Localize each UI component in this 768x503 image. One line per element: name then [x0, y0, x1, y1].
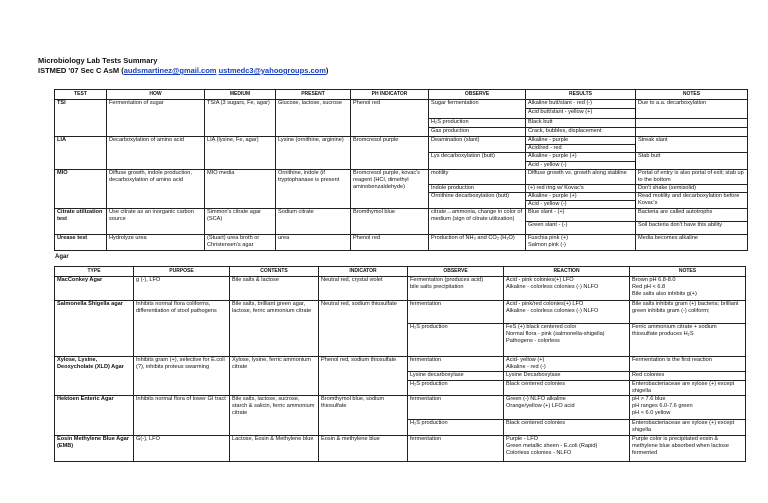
observe-cell: Production of NH₃ and CO₂ (H₂O): [429, 235, 526, 251]
lab-tests-table: [54, 89, 748, 251]
observe-cell: Lys decarboxylation (butt): [429, 153, 526, 170]
observe-cell: fermentation: [408, 396, 504, 420]
agar-type: MacConkey Agar: [55, 277, 134, 301]
notes-cell: Portal of entry is also portal of exit; stab up to the bottom: [636, 170, 748, 185]
observe-cell: fermentation: [408, 357, 504, 372]
result-cell: Black butt: [526, 118, 636, 127]
observe-cell: Lysine decarboxylase: [408, 372, 504, 380]
notes-cell: Media becomes alkaline: [636, 235, 748, 251]
result-cell: Acid - yellow (-): [526, 201, 636, 209]
agar-type: Salmonella Shigella agar: [55, 301, 134, 357]
observe-cell: Deamination (slant): [429, 137, 526, 153]
notes-cell: Streak slant: [636, 137, 748, 153]
notes-cell: [636, 118, 748, 127]
notes-cell: [636, 127, 748, 136]
observe-cell: H₂S production: [408, 323, 504, 356]
test-ph-indicator: Bromthymol blue: [351, 209, 429, 235]
test-present: Glucose, lactose, sucrose: [276, 100, 351, 137]
observe-cell: motility: [429, 170, 526, 185]
reaction-cell: Acid- yellow (+) Alkaline - red (-): [504, 357, 630, 372]
result-cell: Acid/red - red: [526, 145, 636, 153]
table-row: [55, 209, 748, 222]
test-how: Decarboxylation of amino acid: [107, 137, 205, 170]
test-present: Ornithine, indole (if tryptophanase is present: [276, 170, 351, 209]
notes-cell: Fermentation is the first reaction: [630, 357, 746, 372]
agar-contents: Bile salts, brilliant green agar, lactose, ferric ammonium citrate: [230, 301, 319, 357]
column-header: REACTION: [504, 267, 630, 277]
column-header: RESULTS: [526, 90, 636, 100]
notes-cell: Enterobacteriaceae are xylose (+) except shigella: [630, 380, 746, 395]
agar-indicator: Neutral red, crystal violet: [319, 277, 408, 301]
observe-cell: Indole production: [429, 185, 526, 193]
agar-purpose: Inhibits normal flora coliforms, differentiation of stool pathogens: [134, 301, 230, 357]
column-header: OBSERVE: [429, 90, 526, 100]
agar-indicator: Bromthymol blue, sodium thiosulfate: [319, 396, 408, 436]
column-header: NOTES: [636, 90, 748, 100]
observe-cell: H₂S production: [429, 118, 526, 127]
test-present: urea: [276, 235, 351, 251]
agar-contents: Bile salts, lactose, sucrose, starch & salicin, ferric ammonium citrate: [230, 396, 319, 436]
agar-purpose: Inhibits gram (+), selective for E.coli (?), inhibits proteus swarming: [134, 357, 230, 396]
observe-cell: Sugar fermentation: [429, 100, 526, 119]
result-cell: Fuschia pink (+) Salmon pink (-): [526, 235, 636, 251]
document-subtitle: [38, 66, 328, 76]
column-header: TYPE: [55, 267, 134, 277]
column-header: HOW: [107, 90, 205, 100]
result-cell: Acid - yellow (-): [526, 162, 636, 170]
test-name: LIA: [55, 137, 107, 170]
reaction-cell: FeS (+) black centered color Normal flora - pink (salmonella-shigella) Pathogens - colorless: [504, 323, 630, 356]
notes-cell: Stab butt: [636, 153, 748, 170]
agar-type: Eosin Methylene Blue Agar (EMB): [55, 436, 134, 462]
column-header: PRESENT: [276, 90, 351, 100]
test-how: Fermentation of sugar: [107, 100, 205, 137]
reaction-cell: Purple - LFO Green metallic sheen - E.coli (Rapid) Colorless colonies - NLFO: [504, 436, 630, 462]
column-header: CONTENTS: [230, 267, 319, 277]
agar-contents: Xylose, lysine, ferric ammonium citrate: [230, 357, 319, 396]
result-cell: Diffuse growth vs. growth along stabline: [526, 170, 636, 185]
table-row: [55, 100, 748, 109]
subtitle-suffix: ): [325, 66, 329, 75]
agar-purpose: g (-), LFO: [134, 277, 230, 301]
result-cell: Alkaline - purple: [526, 137, 636, 145]
observe-cell: fermentation: [408, 301, 504, 324]
table-row: [55, 277, 746, 301]
test-medium: TSIA (3 sugars, Fe, agar): [205, 100, 276, 137]
notes-cell: Due to a.a. decarboxylation: [636, 100, 748, 119]
reaction-cell: Acid - pink/red colonies(+) LFO Alkaline - colorless colonies (-) NLFO: [504, 301, 630, 324]
notes-cell: Soil bacteria don't have this ability: [636, 222, 748, 235]
result-cell: Blue slant - (+): [526, 209, 636, 222]
test-present: Sodium citrate: [276, 209, 351, 235]
reaction-cell: Black centered colonies: [504, 419, 630, 435]
test-medium: Simmon's citrate agar (SCA): [205, 209, 276, 235]
result-cell: Crack, bubbles, displacement: [526, 127, 636, 136]
table-row: [55, 137, 748, 145]
result-cell: Alkaline - purple (+): [526, 193, 636, 201]
column-header: INDICATOR: [319, 267, 408, 277]
test-name: TSI: [55, 100, 107, 137]
test-ph-indicator: Phenol red: [351, 100, 429, 137]
agar-purpose: G(-), LFO: [134, 436, 230, 462]
observe-cell: H₂S production: [408, 419, 504, 435]
document-title: Microbiology Lab Tests Summary: [38, 56, 158, 65]
email-link-2[interactable]: ustmedc3@yahoogroups.com: [218, 66, 326, 75]
test-name: Citrate utilization test: [55, 209, 107, 235]
agar-purpose: Inhibits normal flora of lower GI tract: [134, 396, 230, 436]
notes-cell: Enterobacteriaceae are xylose (+) except shigella: [630, 419, 746, 435]
notes-cell: Purple color is precipitated eosin & methylene blue absorbed when lactose fermented: [630, 436, 746, 462]
column-header: PURPOSE: [134, 267, 230, 277]
test-medium: LIA (lysine, Fe, agar): [205, 137, 276, 170]
column-header: MEDIUM: [205, 90, 276, 100]
table-row: [55, 170, 748, 185]
test-how: Use citrate as an inorganic carbon source: [107, 209, 205, 235]
table-row: [55, 301, 746, 324]
notes-cell: Red colonies: [630, 372, 746, 380]
observe-cell: Fermentation (produces acid) bile salts precipitation: [408, 277, 504, 301]
result-cell: (+) red ring w/ Kovac's: [526, 185, 636, 193]
agar-type: Hektoen Enteric Agar: [55, 396, 134, 436]
notes-cell: Brown pH 6.8-8.0 Red pH < 6.8 Bile salts also inhibits g(+): [630, 277, 746, 301]
observe-cell: fermentation: [408, 436, 504, 462]
test-ph-indicator: Bromcresol purple, kovac's reagent (HCl, dimethyl aminobenzaldehyde): [351, 170, 429, 209]
column-header: TEST: [55, 90, 107, 100]
notes-cell: Ferric ammonium citrate + sodium thiosulfate produces H₂S: [630, 323, 746, 356]
observe-cell: Ornithine decarboxylation (butt): [429, 193, 526, 209]
result-cell: Alkaline - purple (+): [526, 153, 636, 162]
test-medium: (Stuart) urea broth or Christensen's agar: [205, 235, 276, 251]
test-name: MIO: [55, 170, 107, 209]
column-header: NOTES: [630, 267, 746, 277]
agar-table: [54, 266, 746, 462]
table-row: [55, 357, 746, 372]
agar-indicator: Eosin & methylene blue: [319, 436, 408, 462]
result-cell: Alkaline butt/slant - red (-): [526, 100, 636, 109]
subtitle-prefix: ISTMED '07 Sec C AsM (: [38, 66, 124, 75]
notes-cell: Bile salts inhibits gram (+) bacteria; brilliant green inhibits gram (-) coliform;: [630, 301, 746, 324]
test-ph-indicator: Phenol red: [351, 235, 429, 251]
column-header: OBSERVE: [408, 267, 504, 277]
email-link-1[interactable]: audsmartinez@gmail.com: [123, 66, 217, 75]
test-how: Hydrolyze urea: [107, 235, 205, 251]
agar-contents: Lactose, Eosin & Methylene blue: [230, 436, 319, 462]
table-row: [55, 436, 746, 462]
column-header: PH INDICATOR: [351, 90, 429, 100]
reaction-cell: Acid - pink colonies(+) LFO Alkaline - colorless colonies (-) NLFO: [504, 277, 630, 301]
reaction-cell: Green (-) NLFO alkaline Orange/yellow (+) LFO acid: [504, 396, 630, 420]
observe-cell: citrate→ammonia, change in color of medium (sign of citrate utilization): [429, 209, 526, 235]
agar-indicator: Phenol red, sodium thiosulfate: [319, 357, 408, 396]
document-header: [38, 56, 328, 76]
observe-cell: H₂S production: [408, 380, 504, 395]
agar-indicator: Neutral red, sodium thiosulfate: [319, 301, 408, 357]
notes-cell: Read motility and decarboxylation before Kovac's: [636, 193, 748, 209]
agar-type: Xylose, Lysine, Deoxycholate (XLD) Agar: [55, 357, 134, 396]
test-present: Lysine (ornithine, arginine): [276, 137, 351, 170]
result-cell: Acid butt/slant - yellow (+): [526, 109, 636, 118]
agar-section-label: Agar: [55, 254, 69, 260]
test-ph-indicator: Bromcresol purple: [351, 137, 429, 170]
test-name: Urease test: [55, 235, 107, 251]
test-medium: MIO media: [205, 170, 276, 209]
reaction-cell: Lysine Decarboxylase: [504, 372, 630, 380]
agar-contents: Bile salts & lactose: [230, 277, 319, 301]
notes-cell: Don't shake (semisolid): [636, 185, 748, 193]
observe-cell: Gas production: [429, 127, 526, 136]
notes-cell: pH > 7.6 blue pH ranges 6.0-7.6 green pH < 6.0 yellow: [630, 396, 746, 420]
result-cell: Green slant - (-): [526, 222, 636, 235]
table-row: [55, 235, 748, 251]
test-how: Diffuse growth, indole production, decarboxylation of amino acid: [107, 170, 205, 209]
table-row: [55, 396, 746, 420]
reaction-cell: Black centered colonies: [504, 380, 630, 395]
notes-cell: Bacteria are called autotrophs: [636, 209, 748, 222]
